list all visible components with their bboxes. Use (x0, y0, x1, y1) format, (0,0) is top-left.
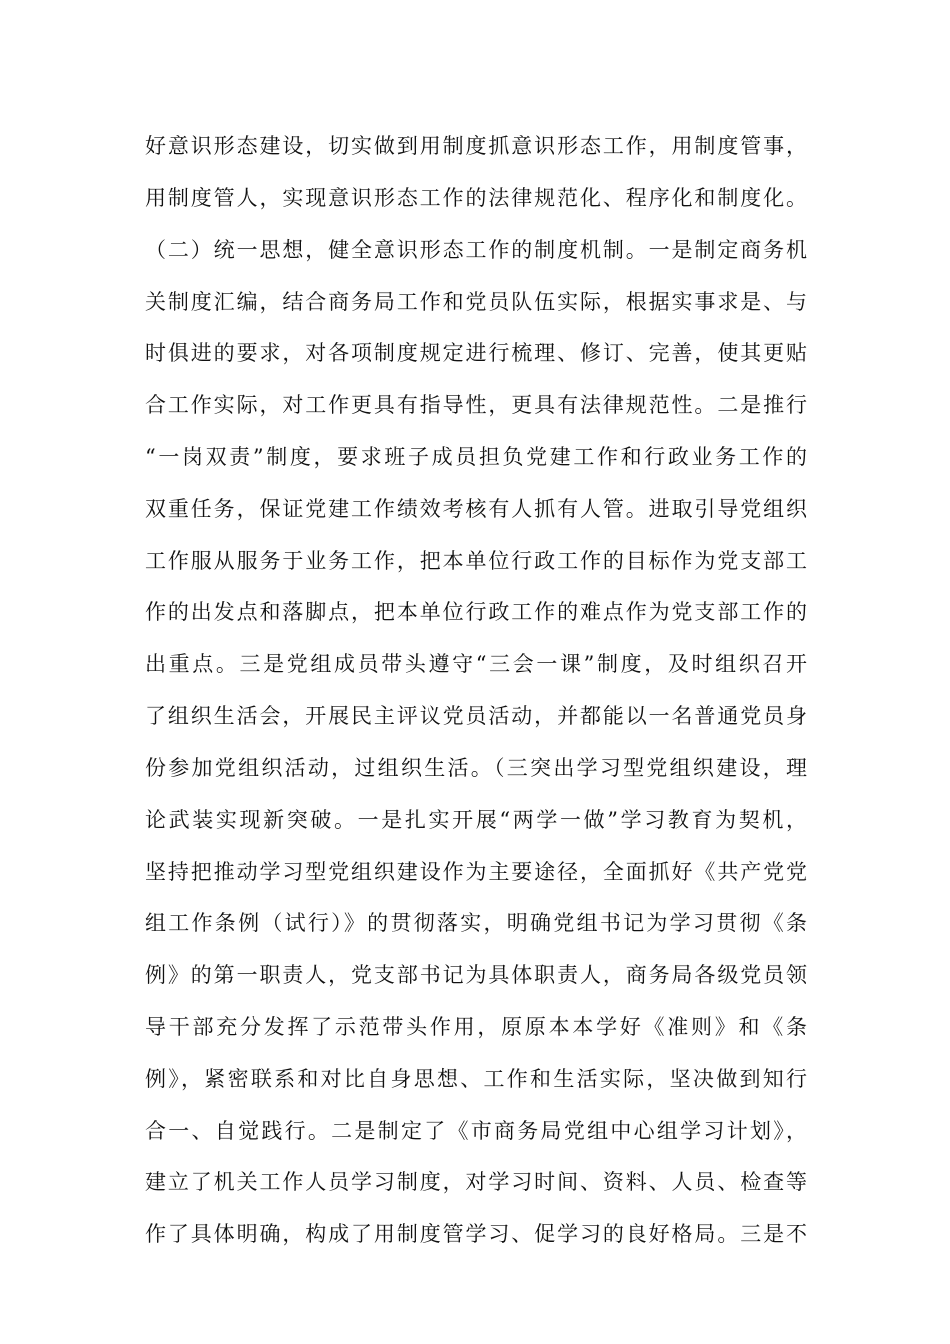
text-line: 论武装实现新突破。一是扎实开展“两学一做”学习教育为契机， (145, 808, 807, 832)
text-line: 时俱进的要求，对各项制度规定进行梳理、修订、完善，使其更贴 (145, 341, 807, 365)
text-line: 份参加党组织活动，过组织生活。（三突出学习型党组织建设，理 (145, 756, 807, 780)
text-line: 了组织生活会，开展民主评议党员活动，并都能以一名普通党员身 (145, 704, 807, 728)
text-line: 双重任务，保证党建工作绩效考核有人抓有人管。进取引导党组织 (145, 497, 807, 521)
text-line: 建立了机关工作人员学习制度，对学习时间、资料、人员、检查等 (145, 1170, 807, 1194)
text-line: 作的出发点和落脚点，把本单位行政工作的难点作为党支部工作的 (145, 600, 807, 624)
text-line: 组工作条例（试行）》的贯彻落实，明确党组书记为学习贯彻《条 (145, 911, 807, 935)
text-line: 合工作实际，对工作更具有指导性，更具有法律规范性。二是推行 (145, 393, 807, 417)
text-line: “一岗双责”制度，要求班子成员担负党建工作和行政业务工作的 (145, 445, 807, 469)
text-line: 关制度汇编，结合商务局工作和党员队伍实际，根据实事求是、与 (145, 290, 807, 314)
text-line: 作了具体明确，构成了用制度管学习、促学习的良好格局。三是不 (145, 1222, 807, 1246)
text-line: （二）统一思想，健全意识形态工作的制度机制。一是制定商务机 (145, 238, 807, 262)
text-line: 坚持把推动学习型党组织建设作为主要途径，全面抓好《共产党党 (145, 860, 807, 884)
text-line: 工作服从服务于业务工作，把本单位行政工作的目标作为党支部工 (145, 549, 807, 573)
text-line: 导干部充分发挥了示范带头作用，原原本本学好《准则》和《条 (145, 1015, 807, 1039)
text-line: 用制度管人，实现意识形态工作的法律规范化、程序化和制度化。 (145, 186, 807, 210)
text-line: 出重点。三是党组成员带头遵守“三会一课”制度，及时组织召开 (145, 652, 807, 676)
text-line: 例》的第一职责人，党支部书记为具体职责人，商务局各级党员领 (145, 963, 807, 987)
text-line: 好意识形态建设，切实做到用制度抓意识形态工作，用制度管事， (145, 134, 807, 158)
text-line: 例》，紧密联系和对比自身思想、工作和生活实际，坚决做到知行 (145, 1067, 807, 1091)
text-line: 合一、自觉践行。二是制定了《市商务局党组中心组学习计划》， (145, 1119, 807, 1143)
